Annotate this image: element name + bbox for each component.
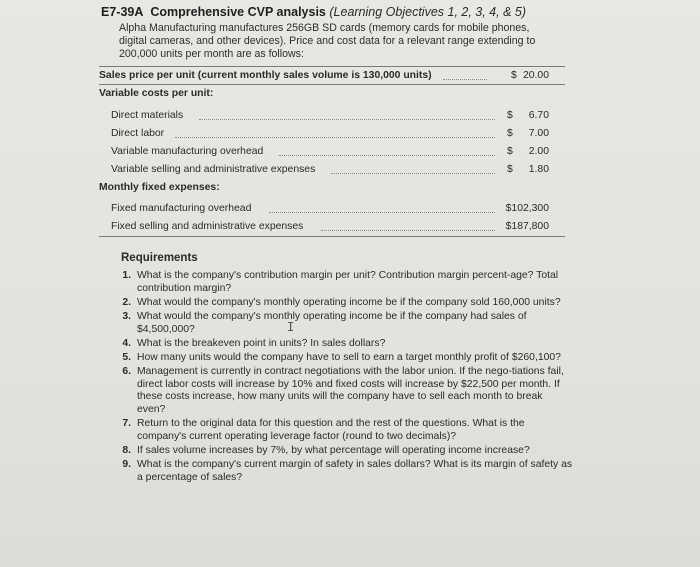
requirement-number: 9. bbox=[122, 459, 131, 471]
requirement-text: What is the company's contribution margin per unit? Contribution margin percent-age? Total contribution margin? bbox=[137, 270, 559, 294]
requirement-item bbox=[113, 352, 573, 365]
variable-cost-value: 7.00 bbox=[528, 128, 549, 139]
leader-dots bbox=[331, 158, 495, 174]
fixed-expense-label: Fixed manufacturing overhead bbox=[111, 203, 252, 214]
table-bottom-rule bbox=[99, 236, 565, 237]
leader-dots bbox=[321, 215, 495, 231]
requirement-number: 5. bbox=[122, 351, 131, 363]
requirement-item bbox=[113, 270, 573, 295]
requirement-item bbox=[113, 311, 573, 336]
requirement-text: Return to the original data for this question and the rest of the questions. What is the company's current operating leverage factor (round to two decimals)? bbox=[137, 418, 525, 442]
exercise-title bbox=[101, 5, 526, 19]
leader-dots bbox=[279, 140, 495, 156]
variable-cost-label: Direct materials bbox=[111, 110, 184, 121]
requirement-number: 7. bbox=[122, 418, 131, 430]
requirement-item bbox=[113, 338, 573, 351]
variable-cost-value: 2.00 bbox=[528, 146, 549, 157]
fixed-expense-value: $102,300 bbox=[505, 203, 549, 214]
intro-paragraph bbox=[119, 22, 569, 61]
sales-price-label: Sales price per unit (current monthly sales volume is 130,000 units) bbox=[99, 70, 432, 81]
sales-price-value: 20.00 bbox=[522, 70, 549, 81]
intro-line: 200,000 units per month are as follows: bbox=[119, 48, 304, 60]
requirement-text: If sales volume increases by 7%, by what percentage will operating income increase? bbox=[137, 444, 530, 456]
requirement-number: 4. bbox=[122, 337, 131, 349]
requirement-text: How many units would the company have to sell to earn a target monthly profit of $260,100? bbox=[137, 351, 561, 363]
intro-line: digital cameras, and other devices). Price and cost data for a relevant range extending to bbox=[119, 35, 536, 47]
dollar-sign: $ bbox=[507, 164, 513, 175]
leader-dots bbox=[199, 104, 495, 120]
sales-price-rule bbox=[99, 84, 565, 85]
leader-dots bbox=[175, 122, 495, 138]
fixed-expense-label: Fixed selling and administrative expenses bbox=[111, 221, 304, 232]
requirement-item bbox=[113, 366, 573, 416]
table-top-rule bbox=[99, 66, 565, 67]
requirement-text: What would the company's monthly operating income be if the company had sales of $4,500,000? bbox=[137, 310, 527, 335]
dollar-sign: $ bbox=[511, 70, 517, 81]
intro-line: Alpha Manufacturing manufactures 256GB SD cards (memory cards for mobile phones, bbox=[119, 22, 530, 34]
dollar-sign: $ bbox=[507, 110, 513, 121]
variable-cost-row bbox=[99, 126, 565, 141]
learning-objectives: (Learning Objectives 1, 2, 3, 4, & 5) bbox=[329, 5, 527, 19]
exercise-name: Comprehensive CVP analysis bbox=[150, 5, 326, 19]
variable-cost-label: Variable manufacturing overhead bbox=[111, 146, 264, 157]
variable-cost-label: Variable selling and administrative expenses bbox=[111, 164, 316, 175]
requirement-item bbox=[113, 445, 573, 458]
fixed-heading-row bbox=[99, 180, 565, 195]
variable-cost-value: 6.70 bbox=[528, 110, 549, 121]
variable-cost-row bbox=[99, 108, 565, 123]
requirements-list bbox=[113, 270, 573, 486]
leader-dots bbox=[269, 197, 495, 213]
leader-dots bbox=[443, 64, 487, 80]
variable-cost-row bbox=[99, 144, 565, 159]
variable-heading-row bbox=[99, 86, 565, 101]
exercise-code: E7-39A bbox=[101, 5, 144, 19]
requirement-number: 3. bbox=[122, 310, 131, 322]
dollar-sign: $ bbox=[507, 128, 513, 139]
fixed-expense-row bbox=[99, 201, 565, 216]
variable-costs-heading: Variable costs per unit: bbox=[99, 88, 214, 99]
variable-cost-label: Direct labor bbox=[111, 128, 165, 139]
requirement-item bbox=[113, 459, 573, 484]
requirement-number: 6. bbox=[122, 366, 131, 378]
requirement-number: 8. bbox=[122, 444, 131, 456]
requirement-text: Management is currently in contract negotiations with the labor union. If the nego-tiations fail, direct labor costs will increase by 10% and fixed costs will increase by $22,500 per month. If these costs increase, how many units will the company have to sell each month to break even? bbox=[137, 366, 564, 415]
variable-cost-row bbox=[99, 162, 565, 177]
text-cursor-icon: I bbox=[287, 320, 295, 334]
requirement-number: 1. bbox=[122, 270, 131, 281]
sales-price-row bbox=[99, 68, 565, 83]
requirement-item bbox=[113, 418, 573, 443]
requirement-text: What is the company's current margin of safety in sales dollars? What is its margin of safety as a percentage of sales? bbox=[137, 459, 573, 483]
requirements-heading: Requirements bbox=[121, 252, 198, 264]
fixed-expense-row bbox=[99, 219, 565, 234]
dollar-sign: $ bbox=[507, 146, 513, 157]
fixed-expenses-heading: Monthly fixed expenses: bbox=[99, 182, 220, 193]
variable-cost-value: 1.80 bbox=[528, 164, 549, 175]
requirement-item bbox=[113, 297, 573, 310]
requirement-text: What is the breakeven point in units? In sales dollars? bbox=[137, 337, 386, 349]
requirement-text: What would the company's monthly operating income be if the company sold 160,000 units? bbox=[137, 296, 561, 308]
fixed-expense-value: $187,800 bbox=[505, 221, 549, 232]
requirement-number: 2. bbox=[122, 296, 131, 308]
